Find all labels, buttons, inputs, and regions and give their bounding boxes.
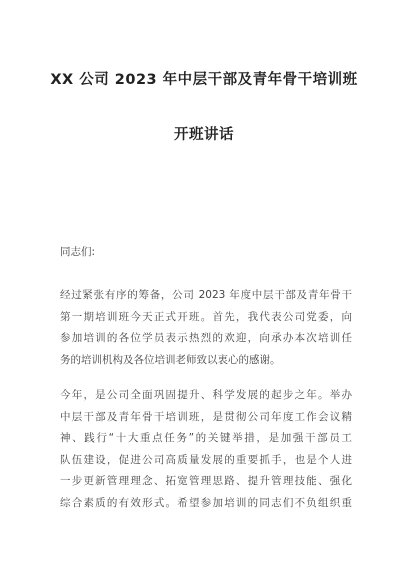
paragraph-line: 队伍建设，促进公司高质量发展的重要抓手，也是个人进 bbox=[60, 453, 352, 466]
paragraph-opening bbox=[60, 285, 352, 371]
paragraph-line: 经过紧张有序的筹备，公司 2023 年度中层干部及青年骨干 bbox=[60, 289, 352, 301]
paragraph-line: 务的培训机构及各位培训老师致以衷心的感谢。 bbox=[60, 353, 281, 366]
document-title: XX 公司 2023 年中层干部及青年骨干培训班 bbox=[50, 72, 358, 88]
paragraph-line: 综合素质的有效形式。希望参加培训的同志们不负组织重 bbox=[60, 496, 352, 509]
document-subtitle: 开班讲话 bbox=[174, 127, 234, 143]
paragraph-line: 参加培训的各位学员表示热烈的欢迎，向承办本次培训任 bbox=[60, 332, 352, 344]
paragraph-line: 今年，是公司全面巩固提升、科学发展的起步之年。举办 bbox=[60, 389, 352, 401]
paragraph-line: 第一期培训班今天正式开班。首先，我代表公司党委，向 bbox=[60, 310, 352, 323]
salutation: 同志们: bbox=[60, 246, 96, 258]
paragraph-line: 中层干部及青年骨干培训班，是贯彻公司年度工作会议精 bbox=[60, 410, 352, 423]
paragraph-line: 神、践行“十大重点任务”的关键举措，是加强干部员工 bbox=[60, 432, 352, 444]
paragraph-line: 一步更新管理理念、拓宽管理思路、提升管理技能、强化 bbox=[60, 475, 352, 487]
paragraph-significance bbox=[60, 385, 352, 514]
